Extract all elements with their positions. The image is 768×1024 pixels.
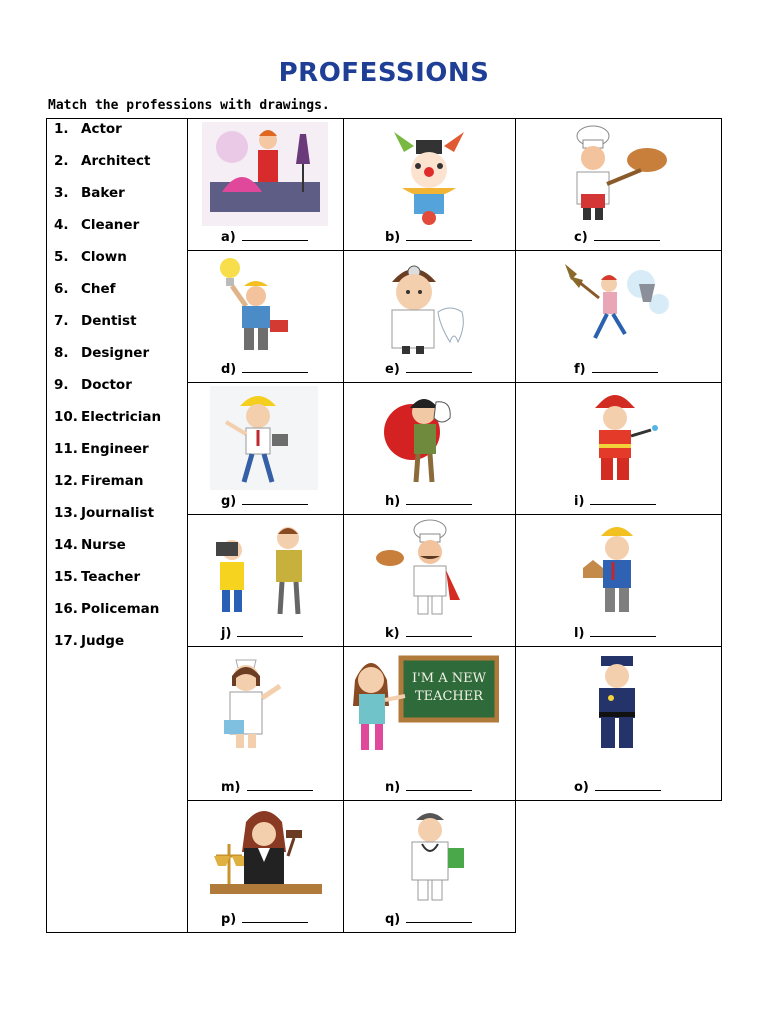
drawing-letter: l) (574, 626, 585, 641)
fireman-drawing (555, 386, 681, 490)
answer-label (574, 778, 661, 795)
drawing-letter: b) (385, 230, 401, 245)
profession-number: 11. (54, 441, 78, 457)
answer-blank[interactable] (590, 492, 656, 505)
drawing-letter: m) (221, 780, 241, 795)
electrician-drawing (202, 254, 328, 358)
drawing-letter: e) (385, 362, 400, 377)
answer-label (221, 228, 308, 245)
answer-label (574, 492, 656, 509)
profession-item (54, 345, 149, 361)
profession-item (54, 377, 132, 393)
journalist-drawing (202, 518, 328, 622)
answer-blank[interactable] (406, 360, 472, 373)
profession-item (54, 217, 139, 233)
profession-name: Clown (81, 249, 127, 265)
baker-drawing (555, 122, 681, 226)
profession-name: Judge (81, 633, 125, 649)
drawing-letter: f) (574, 362, 586, 377)
profession-name: Baker (81, 185, 125, 201)
profession-name: Journalist (81, 505, 155, 521)
profession-number: 5. (54, 249, 69, 265)
drawing-cell (187, 382, 343, 514)
actor-drawing (366, 386, 492, 490)
designer-drawing (202, 122, 328, 226)
answer-label (385, 228, 472, 245)
drawing-cell (187, 800, 343, 932)
profession-number: 3. (54, 185, 69, 201)
drawing-letter: n) (385, 780, 401, 795)
profession-name: Chef (81, 281, 116, 297)
answer-blank[interactable] (242, 910, 308, 923)
answer-label (574, 360, 658, 377)
answer-label (221, 778, 313, 795)
drawing-cell (187, 250, 343, 382)
profession-number: 10. (54, 409, 78, 425)
drawing-cell (343, 382, 515, 514)
drawing-cell (187, 646, 343, 800)
profession-item (54, 601, 159, 617)
answer-blank[interactable] (406, 778, 472, 791)
profession-number: 2. (54, 153, 69, 169)
drawing-cell (187, 514, 343, 646)
profession-number: 6. (54, 281, 69, 297)
answer-label (574, 624, 656, 641)
drawing-cell (187, 118, 343, 250)
profession-item (54, 473, 143, 489)
profession-name: Architect (81, 153, 151, 169)
profession-item (54, 313, 137, 329)
answer-blank[interactable] (237, 624, 303, 637)
profession-number: 15. (54, 569, 78, 585)
engineer-drawing (202, 386, 328, 490)
drawing-cell (515, 646, 721, 800)
answer-blank[interactable] (242, 360, 308, 373)
drawing-letter: k) (385, 626, 400, 641)
profession-name: Engineer (81, 441, 149, 457)
answer-blank[interactable] (590, 624, 656, 637)
drawing-letter: j) (221, 626, 232, 641)
drawing-letter: p) (221, 912, 237, 927)
drawing-letter: g) (221, 494, 237, 509)
profession-number: 16. (54, 601, 78, 617)
drawing-letter: i) (574, 494, 585, 509)
drawing-cell (515, 514, 721, 646)
answer-label (221, 492, 308, 509)
chef-drawing (366, 518, 492, 622)
nurse-drawing (202, 650, 328, 754)
answer-label (221, 360, 308, 377)
profession-item (54, 441, 149, 457)
answer-label (385, 492, 472, 509)
drawing-letter: d) (221, 362, 237, 377)
profession-item (54, 633, 124, 649)
profession-item (54, 537, 126, 553)
answer-blank[interactable] (406, 228, 472, 241)
answer-label (385, 910, 472, 927)
answer-blank[interactable] (595, 778, 661, 791)
profession-item (54, 281, 116, 297)
judge-drawing (202, 804, 328, 908)
profession-name: Teacher (81, 569, 141, 585)
board-text-line-1: I'M A NEW (412, 671, 486, 686)
profession-item (54, 569, 140, 585)
answer-label (221, 910, 308, 927)
profession-item (54, 121, 122, 137)
answer-label (385, 778, 472, 795)
drawing-cell (515, 382, 721, 514)
answer-blank[interactable] (242, 228, 308, 241)
cleaner-drawing (555, 254, 681, 358)
profession-name: Fireman (81, 473, 144, 489)
answer-label (221, 624, 303, 641)
answer-label (385, 360, 472, 377)
policeman-drawing (555, 650, 681, 754)
answer-label (574, 228, 660, 245)
profession-number: 14. (54, 537, 78, 553)
drawing-cell (343, 250, 515, 382)
answer-label (385, 624, 472, 641)
page-title: PROFESSIONS (278, 58, 490, 88)
answer-blank[interactable] (247, 778, 313, 791)
profession-number: 8. (54, 345, 69, 361)
profession-number: 17. (54, 633, 78, 649)
drawing-cell (343, 800, 515, 932)
answer-blank[interactable] (406, 624, 472, 637)
profession-item (54, 249, 127, 265)
drawing-letter: c) (574, 230, 588, 245)
profession-number: 12. (54, 473, 78, 489)
profession-name: Doctor (81, 377, 132, 393)
drawing-letter: h) (385, 494, 401, 509)
teacher-drawing (349, 650, 499, 754)
answer-blank[interactable] (406, 492, 472, 505)
profession-item (54, 409, 161, 425)
profession-name: Electrician (81, 409, 162, 425)
drawing-cell (343, 118, 515, 250)
profession-number: 7. (54, 313, 69, 329)
profession-item (54, 153, 150, 169)
architect-drawing (555, 518, 681, 622)
profession-number: 4. (54, 217, 69, 233)
profession-name: Designer (81, 345, 150, 361)
drawing-cell (343, 514, 515, 646)
answer-blank[interactable] (242, 492, 308, 505)
clown-drawing (366, 122, 492, 226)
drawing-letter: a) (221, 230, 236, 245)
board-text-line-2: TEACHER (414, 689, 484, 704)
drawing-letter: q) (385, 912, 401, 927)
doctor-drawing (366, 804, 492, 908)
profession-name: Policeman (81, 601, 160, 617)
profession-number: 1. (54, 121, 69, 137)
profession-number: 9. (54, 377, 69, 393)
profession-name: Nurse (81, 537, 126, 553)
drawing-cell (515, 250, 721, 382)
instructions: Match the professions with drawings. (48, 98, 330, 113)
profession-name: Dentist (81, 313, 137, 329)
drawing-letter: o) (574, 780, 589, 795)
answer-blank[interactable] (592, 360, 658, 373)
profession-name: Cleaner (81, 217, 140, 233)
answer-blank[interactable] (594, 228, 660, 241)
answer-blank[interactable] (406, 910, 472, 923)
drawing-cell (515, 118, 721, 250)
profession-item (54, 505, 154, 521)
dentist-drawing (366, 254, 492, 358)
profession-item (54, 185, 125, 201)
profession-number: 13. (54, 505, 78, 521)
drawing-cell (343, 646, 515, 800)
profession-name: Actor (81, 121, 122, 137)
